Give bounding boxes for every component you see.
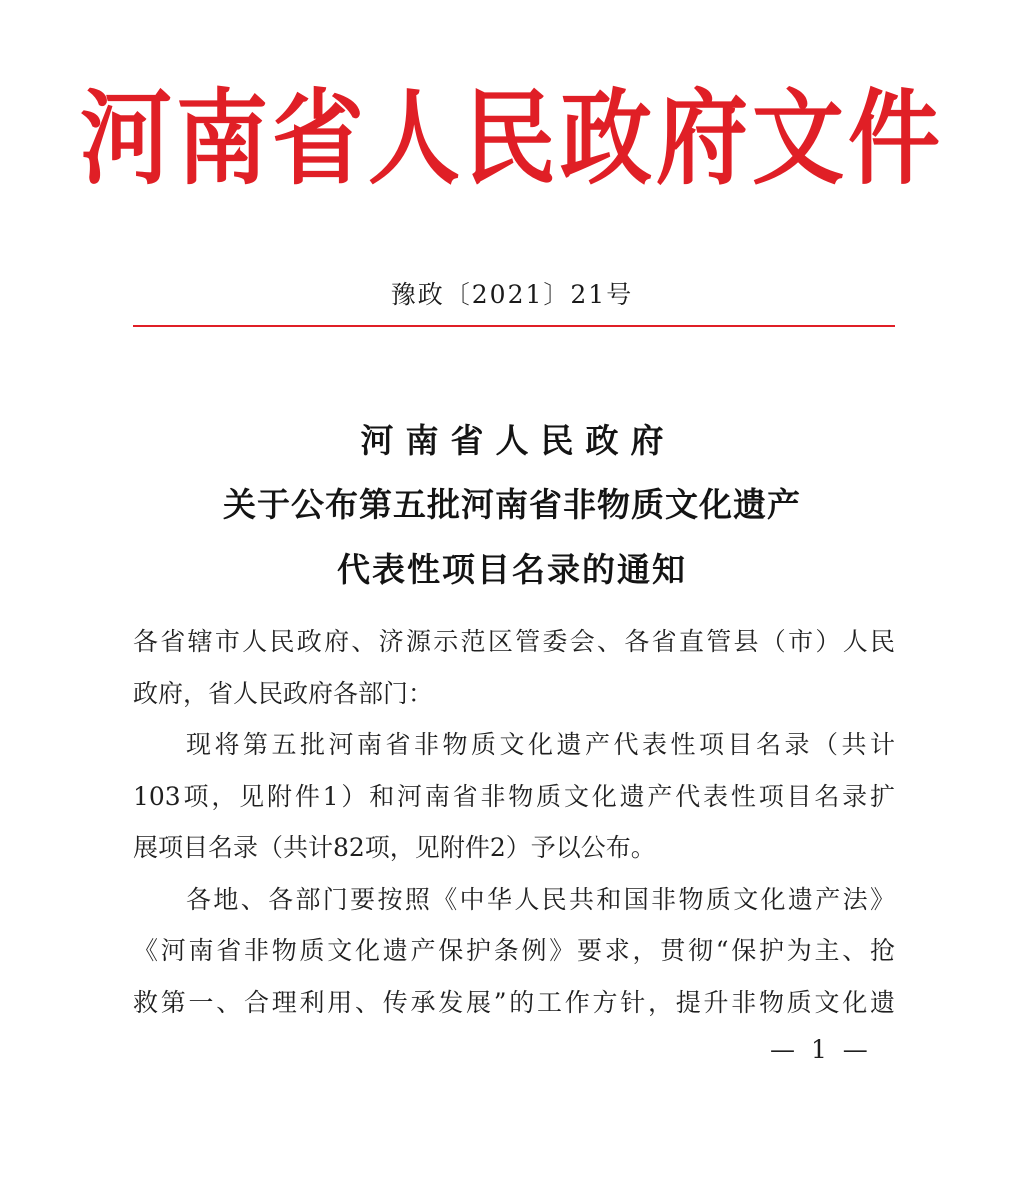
masthead-title: 河南省人民政府文件 xyxy=(79,78,944,199)
body-line-3: 现将第五批河南省非物质文化遗产代表性项目名录（共计 xyxy=(186,730,895,759)
body-line-2: 政府，省人民政府各部门： xyxy=(133,679,434,708)
body-line-7: 《河南省非物质文化遗产保护条例》要求，贯彻“保护为主、抢 xyxy=(133,936,895,965)
body-line-4: 103项，见附件1）和河南省非物质文化遗产代表性项目名录扩 xyxy=(133,782,895,811)
red-divider-line xyxy=(133,325,895,327)
body-line-8: 救第一、合理利用、传承发展”的工作方针，提升非物质文化遗 xyxy=(133,988,895,1017)
title-line-2: 关于公布第五批河南省非物质文化遗产 xyxy=(223,485,801,524)
body-line-5: 展项目名录（共计82项，见附件2）予以公布。 xyxy=(133,833,656,862)
title-line-1: 河南省人民政府 xyxy=(360,421,676,460)
title-line-3: 代表性项目名录的通知 xyxy=(337,550,687,589)
page-number: — 1 — xyxy=(770,1035,872,1064)
body-line-6: 各地、各部门要按照《中华人民共和国非物质文化遗产法》 xyxy=(186,885,895,914)
document-number: 豫政〔2021〕21号 xyxy=(390,280,634,309)
body-line-1: 各省辖市人民政府、济源示范区管委会、各省直管县（市）人民 xyxy=(133,627,895,656)
